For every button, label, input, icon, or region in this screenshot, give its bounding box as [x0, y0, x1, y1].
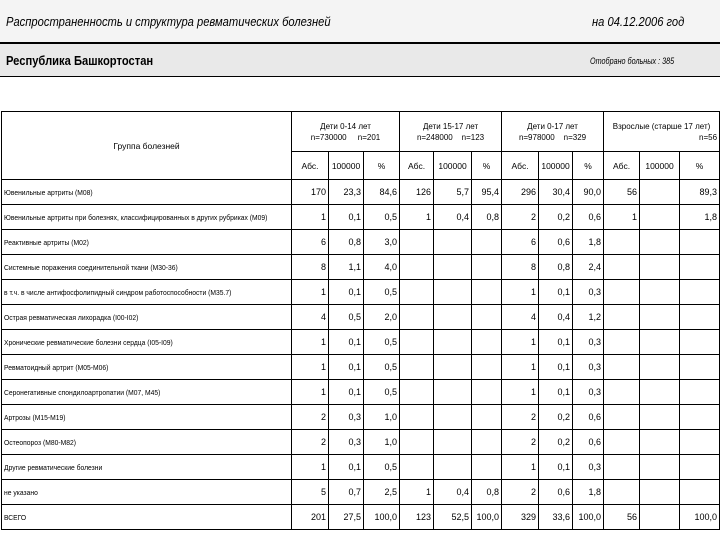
table-cell: 0,3 [573, 280, 604, 305]
row-disease-name [2, 455, 292, 480]
subheader-per100k: 100000 [434, 152, 472, 180]
table-cell [604, 255, 640, 280]
table-cell: 0,1 [539, 455, 573, 480]
group-title: Взрослые (старше 17 лет) [612, 121, 711, 131]
table-cell: 2 [292, 430, 329, 455]
table-cell: 0,3 [573, 355, 604, 380]
row-disease-name [2, 405, 292, 430]
table-cell [680, 305, 720, 330]
table-cell [472, 330, 502, 355]
row-disease-name [2, 230, 292, 255]
group-population: n=730000 [310, 132, 347, 142]
table-cell: 0,5 [329, 305, 364, 330]
subheader-percent: % [364, 152, 400, 180]
table-cell: 0,1 [539, 330, 573, 355]
table-cell: 0,2 [539, 430, 573, 455]
table-cell: 90,0 [573, 180, 604, 205]
table-cell: 0,3 [573, 455, 604, 480]
group-title: Дети 0-14 лет [320, 121, 371, 131]
table-row [2, 330, 720, 355]
table-cell [472, 405, 502, 430]
subheader-per100k: 100000 [539, 152, 573, 180]
table-row [2, 255, 720, 280]
table-cell: 6 [502, 230, 539, 255]
table-cell: 100,0 [573, 505, 604, 530]
table-cell [472, 280, 502, 305]
table-row [2, 230, 720, 255]
table-cell [434, 430, 472, 455]
table-cell [604, 430, 640, 455]
table-cell: 100,0 [472, 505, 502, 530]
table-cell [680, 355, 720, 380]
table-cell [640, 480, 680, 505]
table-cell [640, 455, 680, 480]
row-disease-label: Реактивные артриты (М02) [4, 237, 89, 247]
table-cell: 0,8 [539, 255, 573, 280]
table-cell: 1 [400, 205, 434, 230]
table-cell: 1,8 [573, 480, 604, 505]
row-disease-name [2, 505, 292, 530]
group-count: n=56 [699, 132, 718, 142]
table-cell [604, 405, 640, 430]
table-cell: 8 [292, 255, 329, 280]
table-cell [434, 405, 472, 430]
table-cell [640, 180, 680, 205]
table-cell: 1 [292, 355, 329, 380]
table-cell [640, 205, 680, 230]
table-cell [400, 405, 434, 430]
subheader-per100k: 100000 [640, 152, 680, 180]
table-cell: 0,5 [364, 380, 400, 405]
table-cell: 3,0 [364, 230, 400, 255]
table-cell: 1,8 [680, 205, 720, 230]
table-cell: 0,1 [329, 455, 364, 480]
table-cell: 329 [502, 505, 539, 530]
table-cell: 0,5 [364, 330, 400, 355]
table-row [2, 205, 720, 230]
table-cell: 0,6 [539, 230, 573, 255]
table-cell [640, 255, 680, 280]
group-count: n=329 [563, 132, 587, 142]
table-cell: 123 [400, 505, 434, 530]
row-disease-label: не указано [4, 487, 38, 497]
table-cell [640, 430, 680, 455]
table-cell: 126 [400, 180, 434, 205]
table-cell: 4,0 [364, 255, 400, 280]
table-cell: 0,6 [573, 430, 604, 455]
table-cell: 52,5 [434, 505, 472, 530]
table-cell: 84,6 [364, 180, 400, 205]
table-cell: 27,5 [329, 505, 364, 530]
table-cell: 33,6 [539, 505, 573, 530]
table-cell: 5 [292, 480, 329, 505]
table-cell: 1,1 [329, 255, 364, 280]
table-cell: 56 [604, 180, 640, 205]
row-disease-label: Ревматоидный артрит (М05-М06) [4, 362, 109, 372]
table-cell: 95,4 [472, 180, 502, 205]
table-cell: 0,8 [329, 230, 364, 255]
report-date: на 04.12.2006 год [592, 14, 685, 29]
group-title: Дети 0-17 лет [527, 121, 578, 131]
table-cell [680, 455, 720, 480]
report-title: Распространенность и структура ревматических болезней [6, 14, 331, 29]
table-cell: 0,1 [329, 205, 364, 230]
table-cell [640, 305, 680, 330]
table-cell [400, 230, 434, 255]
table-cell [640, 330, 680, 355]
table-cell: 4 [502, 305, 539, 330]
table-cell [604, 455, 640, 480]
row-disease-name [2, 255, 292, 280]
row-disease-label: Острая ревматическая лихорадка (I00-I02) [4, 312, 139, 322]
row-disease-label: Серонегативные спондилоартропатии (М07, М45) [4, 387, 161, 397]
table-cell: 201 [292, 505, 329, 530]
table-cell: 0,6 [573, 205, 604, 230]
table-cell: 0,3 [329, 405, 364, 430]
table-cell: 1 [292, 380, 329, 405]
table-cell: 1 [292, 455, 329, 480]
table-cell [434, 255, 472, 280]
table-cell [434, 380, 472, 405]
table-cell: 0,1 [329, 355, 364, 380]
table-cell: 2,5 [364, 480, 400, 505]
table-cell [604, 230, 640, 255]
table-cell: 0,7 [329, 480, 364, 505]
table-cell [434, 230, 472, 255]
table-cell: 170 [292, 180, 329, 205]
table-cell [472, 430, 502, 455]
row-disease-label: Артрозы (М15-М19) [4, 412, 66, 422]
table-cell [680, 255, 720, 280]
table-cell: 0,6 [573, 405, 604, 430]
table-row [2, 455, 720, 480]
table-cell: 0,1 [329, 280, 364, 305]
table-cell: 2 [502, 480, 539, 505]
table-cell: 1 [502, 455, 539, 480]
table-cell: 4 [292, 305, 329, 330]
table-cell [400, 305, 434, 330]
table-cell: 0,2 [539, 405, 573, 430]
table-row [2, 180, 720, 205]
table-cell [640, 380, 680, 405]
table-row [2, 480, 720, 505]
subheader-abs: Абс. [502, 152, 539, 180]
subheader-percent: % [472, 152, 502, 180]
table-cell [604, 480, 640, 505]
table-cell [400, 255, 434, 280]
row-disease-name [2, 480, 292, 505]
row-disease-label: ВСЕГО [4, 512, 27, 522]
row-disease-label: Ювенильные артриты (М08) [4, 187, 93, 197]
table-cell: 100,0 [680, 505, 720, 530]
table-cell: 8 [502, 255, 539, 280]
table-cell [400, 380, 434, 405]
table-cell: 1 [292, 205, 329, 230]
table-cell [434, 305, 472, 330]
row-disease-name [2, 305, 292, 330]
table-cell [472, 230, 502, 255]
table-cell [680, 480, 720, 505]
row-disease-label: Другие ревматические болезни [4, 462, 103, 472]
table-row [2, 305, 720, 330]
table-cell: 23,3 [329, 180, 364, 205]
row-disease-name [2, 355, 292, 380]
row-disease-label: в т.ч. в числе антифосфолипидный синдром работоспособности (М35.7) [4, 287, 232, 297]
group-title: Дети 15-17 лет [422, 121, 479, 131]
table-cell: 6 [292, 230, 329, 255]
table-cell: 2 [502, 430, 539, 455]
group-count: n=201 [357, 132, 381, 142]
table-cell [434, 330, 472, 355]
table-cell: 5,7 [434, 180, 472, 205]
table-row [2, 280, 720, 305]
subheader-percent: % [573, 152, 604, 180]
subheader-abs: Абс. [400, 152, 434, 180]
subheader-abs: Абс. [604, 152, 640, 180]
table-cell [434, 455, 472, 480]
group-count: n=123 [461, 132, 485, 142]
table-cell [680, 380, 720, 405]
table-row [2, 505, 720, 530]
table-cell: 1,0 [364, 430, 400, 455]
table-cell: 0,1 [329, 380, 364, 405]
table-cell: 0,5 [364, 280, 400, 305]
table-cell: 1 [400, 480, 434, 505]
table-cell [640, 355, 680, 380]
table-cell [680, 280, 720, 305]
table-cell: 1,8 [573, 230, 604, 255]
table-cell: 0,1 [539, 280, 573, 305]
row-disease-label: Ювенильные артриты при болезнях, классифицированных в других рубриках (М09) [4, 212, 268, 222]
group-population: n=978000 [518, 132, 555, 142]
table-cell [400, 355, 434, 380]
title-bar [0, 0, 720, 44]
table-cell [472, 255, 502, 280]
table-cell: 0,3 [329, 430, 364, 455]
table-cell [604, 330, 640, 355]
table-cell: 1 [502, 355, 539, 380]
table-cell [604, 280, 640, 305]
table-cell: 100,0 [364, 505, 400, 530]
table-cell: 1 [502, 330, 539, 355]
table-cell: 0,4 [434, 205, 472, 230]
group-header [604, 112, 720, 152]
table-cell [680, 330, 720, 355]
table-cell [640, 230, 680, 255]
table-body [2, 180, 720, 530]
row-disease-name [2, 205, 292, 230]
table-cell: 0,5 [364, 355, 400, 380]
table-cell: 0,1 [539, 355, 573, 380]
table-cell [680, 405, 720, 430]
table-cell [434, 355, 472, 380]
table-cell: 0,1 [539, 380, 573, 405]
table-cell [604, 380, 640, 405]
table-cell: 2 [502, 205, 539, 230]
table-cell: 89,3 [680, 180, 720, 205]
table-cell: 0,3 [573, 380, 604, 405]
table-cell [400, 330, 434, 355]
table-row [2, 405, 720, 430]
region-name: Республика Башкортостан [6, 53, 154, 68]
table-cell: 0,8 [472, 480, 502, 505]
table-cell: 1,0 [364, 405, 400, 430]
table-cell [472, 305, 502, 330]
table-cell [400, 280, 434, 305]
table-cell: 30,4 [539, 180, 573, 205]
table-cell: 1 [502, 280, 539, 305]
column-header-group: Группа болезней [2, 112, 292, 180]
table-cell: 0,1 [329, 330, 364, 355]
table-cell: 2,4 [573, 255, 604, 280]
table-cell [640, 280, 680, 305]
row-disease-label: Хронические ревматические болезни сердца (I05-I09) [4, 337, 173, 347]
row-disease-label: Системные поражения соединительной ткани (М30-36) [4, 262, 178, 272]
table-row [2, 355, 720, 380]
table-cell: 1 [502, 380, 539, 405]
table-cell: 2,0 [364, 305, 400, 330]
table-cell [604, 355, 640, 380]
table-cell [434, 280, 472, 305]
table-cell: 0,6 [539, 480, 573, 505]
table-cell: 1,2 [573, 305, 604, 330]
table-cell: 56 [604, 505, 640, 530]
table-cell [680, 430, 720, 455]
row-disease-name [2, 430, 292, 455]
table-row [2, 430, 720, 455]
table-cell: 0,4 [539, 305, 573, 330]
group-header [400, 112, 502, 152]
subheader-per100k: 100000 [329, 152, 364, 180]
table-cell [472, 455, 502, 480]
selected-count: Отобрано больных : 385 [590, 56, 675, 66]
table-cell: 1 [292, 280, 329, 305]
table-cell: 0,8 [472, 205, 502, 230]
table-cell [604, 305, 640, 330]
table-cell [472, 355, 502, 380]
group-header [502, 112, 604, 152]
table-cell [400, 455, 434, 480]
table-cell: 1 [292, 330, 329, 355]
group-population: n=248000 [416, 132, 453, 142]
region-bar [0, 44, 720, 77]
table-cell [680, 230, 720, 255]
subheader-abs: Абс. [292, 152, 329, 180]
row-disease-name [2, 280, 292, 305]
disease-table [1, 111, 720, 530]
row-disease-name [2, 330, 292, 355]
table-cell: 0,4 [434, 480, 472, 505]
row-disease-name [2, 180, 292, 205]
table-cell: 0,5 [364, 455, 400, 480]
group-header [292, 112, 400, 152]
row-disease-label: Остеопороз (М80-М82) [4, 437, 76, 447]
table-cell [400, 430, 434, 455]
table-cell [472, 380, 502, 405]
table-cell: 2 [292, 405, 329, 430]
table-cell: 2 [502, 405, 539, 430]
table-cell: 0,2 [539, 205, 573, 230]
table-cell [640, 405, 680, 430]
subheader-percent: % [680, 152, 720, 180]
table-cell: 296 [502, 180, 539, 205]
table-cell: 1 [604, 205, 640, 230]
table-cell: 0,3 [573, 330, 604, 355]
table-cell: 0,5 [364, 205, 400, 230]
row-disease-name [2, 380, 292, 405]
table-row [2, 380, 720, 405]
table-cell [640, 505, 680, 530]
